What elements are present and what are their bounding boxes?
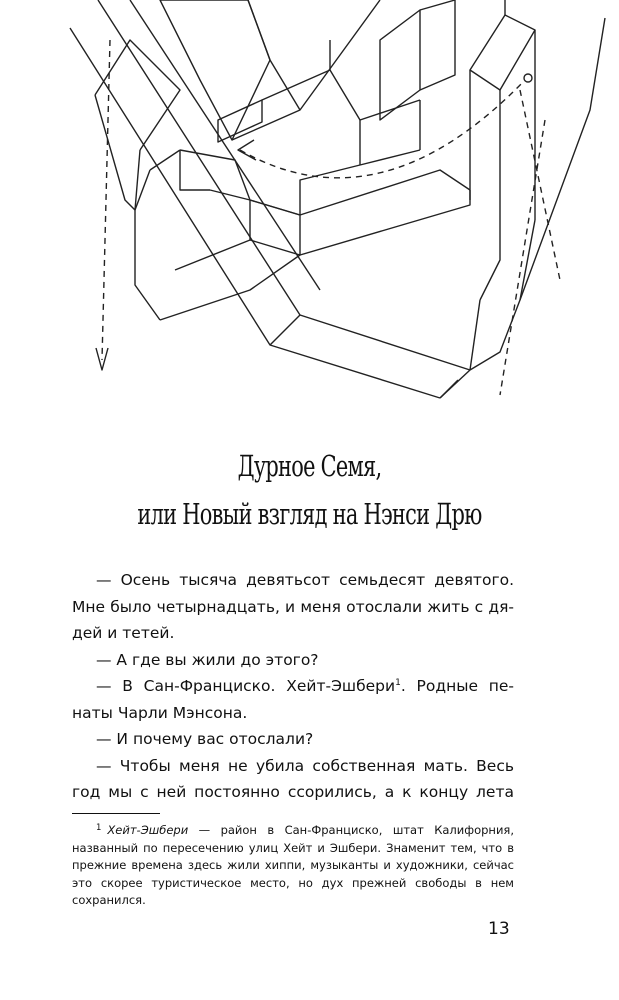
- illustration-left-beam: [95, 40, 180, 210]
- paragraph-3-part-2: . Родные пе-наты Чарли Мэнсона.: [72, 677, 515, 722]
- page-number: 13: [488, 919, 510, 939]
- footnote-term: Хейт-Эшбери: [107, 823, 189, 837]
- footnote: [72, 822, 514, 910]
- body-text: [72, 567, 514, 806]
- paragraph-2: — А где вы жили до этого?: [96, 650, 319, 669]
- chapter-title-line-1: Дурное Семя,: [237, 449, 382, 483]
- footnote-reference: 1: [395, 678, 401, 688]
- paragraph-1: — Осень тысяча девятьсот семьдесят девятого. Мне было четырнадцать, и меня отослали жить с дя-дей и тетей.: [72, 571, 514, 642]
- paragraph-4: — И почему вас отослали?: [96, 730, 314, 748]
- illustration-vertical-slabs: [380, 0, 535, 370]
- footnote-text: — район в Сан-Франциско, штат Калифорния, названный по пересечению улиц Хейт и Эшбери. Знаменит тем, что в прежние времена здесь жили хиппи, музыканты и художники, сейчас это скорее туристическое место, но дух прежней свободы в нем сохранился.: [72, 823, 514, 907]
- footnote-number: 1: [96, 823, 102, 833]
- chapter-illustration: [0, 0, 619, 420]
- chapter-title-line-2: или Новый взгляд на Нэнси Дрю: [137, 497, 482, 531]
- illustration-dashed-guides: [102, 40, 560, 395]
- paragraph-5: — Чтобы меня не убила собственная мать. Весь год мы с ней постоянно ссорились, а к концу лета: [72, 756, 514, 801]
- footnote-divider: [72, 813, 160, 814]
- paragraph-3: [72, 673, 514, 726]
- paragraph-3-part-1: — В Сан-Франциско. Хейт-Эшбери: [96, 677, 396, 695]
